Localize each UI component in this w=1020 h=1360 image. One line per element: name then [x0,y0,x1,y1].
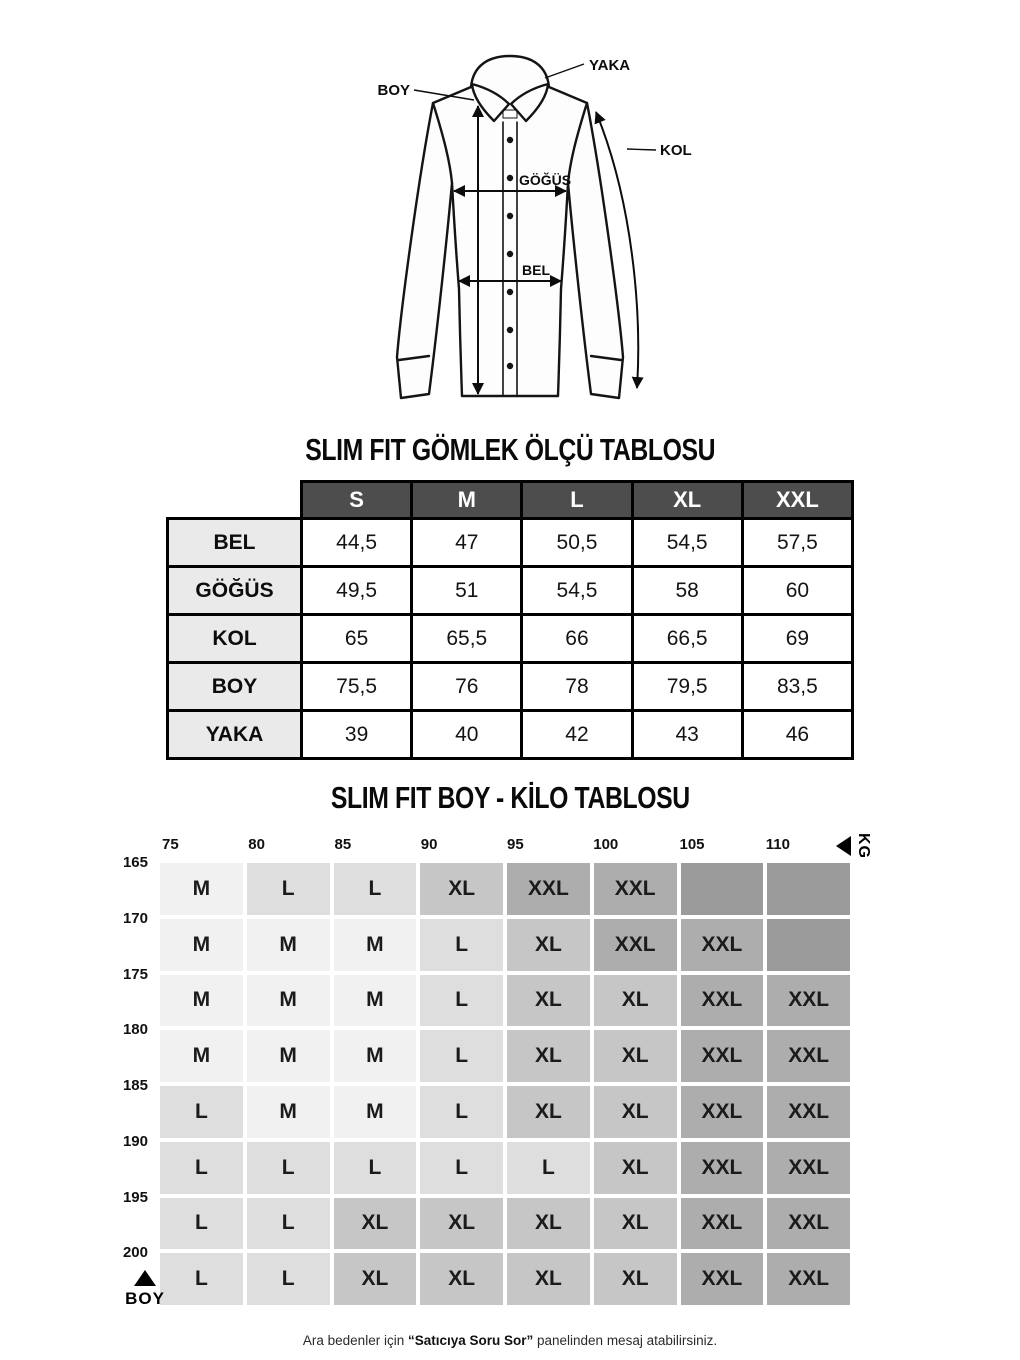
fit-size-cell: M [160,975,243,1027]
fit-size-cell: M [334,919,417,971]
boy-axis-label: BOY [125,1289,165,1308]
fit-size-cell: M [160,1030,243,1082]
size-value-cell: 54,5 [522,567,632,615]
size-table [166,480,854,760]
footer-suffix: panelinden mesaj atabilirsiniz. [533,1333,718,1348]
fit-size-cell: L [247,1198,330,1250]
fit-size-cell: L [160,1086,243,1138]
fit-size-cell: XL [507,1030,590,1082]
fit-size-cell: L [247,1253,330,1305]
fit-size-cell: XL [594,1198,677,1250]
fit-size-cell: L [247,1142,330,1194]
fit-size-cell: L [420,975,503,1027]
size-value-cell: 47 [412,519,522,567]
kg-tick: 110 [765,836,790,853]
fit-size-cell: XXL [594,919,677,971]
size-table-row [168,711,853,759]
fit-size-cell: XL [507,1253,590,1305]
size-value-cell: 66 [522,615,632,663]
size-value-cell: 39 [302,711,412,759]
height-tick: 170 [122,909,148,927]
size-value-cell: 46 [742,711,852,759]
size-table-row [168,615,853,663]
size-row-label: GÖĞÜS [168,567,302,615]
size-value-cell: 75,5 [302,663,412,711]
fit-size-cell: L [507,1142,590,1194]
kol-label: KOL [660,142,692,159]
kg-tick: 105 [679,836,705,853]
size-table-corner [168,482,302,519]
kg-tick: 85 [334,836,352,853]
kg-tick: 75 [162,836,179,853]
fit-size-cell: L [420,1086,503,1138]
fit-size-cell: XXL [681,1253,764,1305]
kg-tick: 80 [248,836,265,853]
fit-size-cell: M [247,1030,330,1082]
gogus-label: GÖĞÜS [518,172,572,188]
height-tick: 175 [122,965,148,983]
shirt-measurement-diagram [0,0,1020,430]
size-table-header [168,482,853,519]
fit-size-cell: XXL [767,1086,850,1138]
size-value-cell: 42 [522,711,632,759]
fit-size-cell: L [334,863,417,915]
size-value-cell: 49,5 [302,567,412,615]
fit-chart-title [0,780,1020,816]
size-value-cell: 40 [412,711,522,759]
size-column-header: M [412,482,522,519]
fit-size-cell: XXL [767,1198,850,1250]
size-row-label: YAKA [168,711,302,759]
size-row-label: KOL [168,615,302,663]
kg-tick: 100 [593,836,619,853]
fit-size-cell: XXL [767,1253,850,1305]
size-value-cell: 65 [302,615,412,663]
size-row-label: BEL [168,519,302,567]
size-value-cell: 58 [632,567,742,615]
fit-size-cell: M [247,919,330,971]
size-value-cell: 43 [632,711,742,759]
size-table-row [168,663,853,711]
size-value-cell: 51 [412,567,522,615]
size-value-cell: 60 [742,567,852,615]
size-table-title [0,432,1020,468]
fit-chart [0,830,1020,1335]
fit-size-cell: XXL [507,863,590,915]
fit-size-cell: XXL [681,919,764,971]
fit-size-cell: XL [507,1086,590,1138]
footer-note [0,1333,1020,1348]
size-value-cell: 69 [742,615,852,663]
fit-size-cell: XXL [594,863,677,915]
yaka-label: YAKA [589,57,631,74]
fit-size-cell: M [334,975,417,1027]
height-tick: 200 [122,1244,148,1262]
shirt-outline [397,82,623,398]
fit-size-cell: M [247,1086,330,1138]
kg-tick: 95 [507,836,524,853]
fit-size-cell: XXL [767,1142,850,1194]
height-tick: 165 [122,854,148,871]
fit-size-cell: XXL [767,975,850,1027]
fit-size-cell: M [334,1086,417,1138]
size-column-header: L [522,482,632,519]
fit-size-cell: L [420,919,503,971]
fit-size-cell: L [420,1142,503,1194]
fit-size-cell: XL [334,1253,417,1305]
fit-size-cell: XXL [681,1086,764,1138]
fit-size-cell: XL [594,1142,677,1194]
footer-bold: “Satıcıya Soru Sor” [407,1333,534,1348]
collar-band [471,56,549,87]
fit-size-cell: M [247,975,330,1027]
kol-leader-line [627,149,656,150]
fit-size-cell: XL [507,1198,590,1250]
fit-size-cell: XXL [681,1198,764,1250]
fit-size-cell: XL [507,975,590,1027]
fit-chart-title-text: SLIM FIT BOY - KİLO TABLOSU [330,780,690,815]
bel-label: BEL [522,262,550,278]
boy-arrow-icon [134,1270,156,1286]
fit-size-cell: XXL [767,1030,850,1082]
size-column-header: S [302,482,412,519]
size-value-cell: 83,5 [742,663,852,711]
size-value-cell: 44,5 [302,519,412,567]
size-table-row [168,519,853,567]
height-tick: 180 [122,1021,148,1039]
fit-size-cell: XXL [681,975,764,1027]
fit-size-cell: L [247,863,330,915]
fit-size-cell: XL [420,863,503,915]
footer-prefix: Ara bedenler için [302,1333,408,1348]
size-column-header: XL [632,482,742,519]
size-value-cell: 50,5 [522,519,632,567]
kg-axis [160,836,850,853]
boy-label: BOY [377,82,410,99]
fit-size-cell: L [160,1253,243,1305]
size-table-title-text: SLIM FIT GÖMLEK ÖLÇÜ TABLOSU [305,432,715,467]
fit-size-cell: XL [594,1030,677,1082]
kg-tick: 90 [420,836,438,853]
size-row-label: BOY [168,663,302,711]
fit-empty-cell [767,863,850,915]
fit-size-cell: L [420,1030,503,1082]
fit-size-cell: L [334,1142,417,1194]
fit-size-cell: XXL [681,1142,764,1194]
fit-grid [160,863,850,1305]
kg-arrow-icon [836,836,851,856]
fit-size-cell: XL [594,1086,677,1138]
fit-size-cell: XL [420,1198,503,1250]
size-value-cell: 76 [412,663,522,711]
size-value-cell: 79,5 [632,663,742,711]
fit-size-cell: XL [334,1198,417,1250]
height-tick: 190 [122,1132,148,1150]
size-value-cell: 65,5 [412,615,522,663]
fit-empty-cell [767,919,850,971]
fit-size-cell: XL [420,1253,503,1305]
height-tick: 185 [122,1077,148,1094]
fit-size-cell: XL [507,919,590,971]
fit-size-cell: L [160,1142,243,1194]
kg-axis-label: KG [855,833,872,859]
fit-empty-cell [681,863,764,915]
fit-size-cell: XL [594,1253,677,1305]
fit-size-cell: M [334,1030,417,1082]
size-table-row [168,567,853,615]
fit-size-cell: M [160,919,243,971]
fit-size-cell: L [160,1198,243,1250]
yaka-leader-line [545,64,584,78]
size-value-cell: 66,5 [632,615,742,663]
size-value-cell: 78 [522,663,632,711]
fit-size-cell: XL [594,975,677,1027]
size-value-cell: 54,5 [632,519,742,567]
size-column-header: XXL [742,482,852,519]
fit-size-cell: XXL [681,1030,764,1082]
boy-axis-marker [108,1270,182,1309]
height-tick: 195 [122,1188,148,1206]
kg-axis-marker [836,831,872,861]
size-value-cell: 57,5 [742,519,852,567]
fit-size-cell: M [160,863,243,915]
